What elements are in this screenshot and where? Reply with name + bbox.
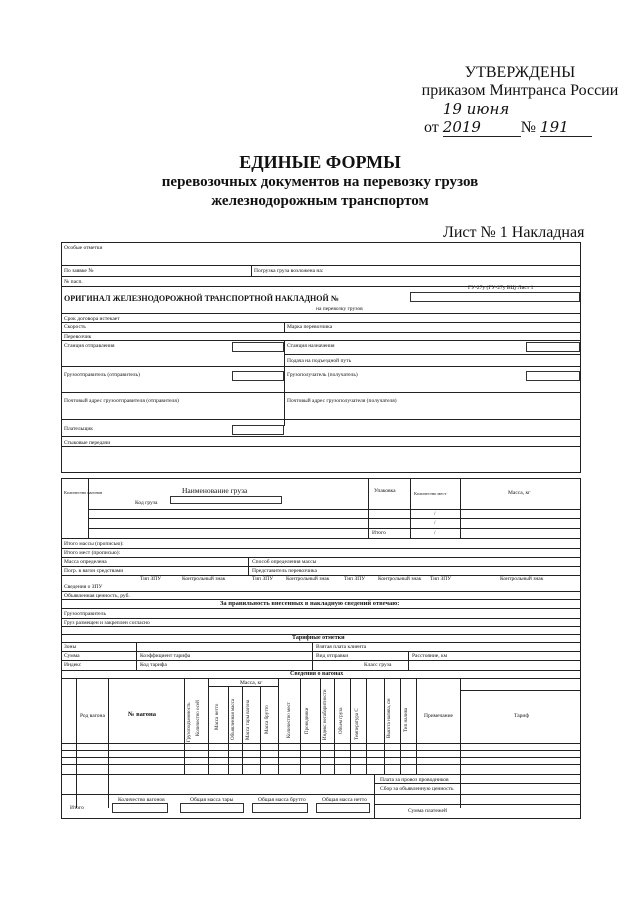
rule bbox=[61, 794, 581, 795]
rule bbox=[61, 548, 581, 549]
zpu-info-label: Сведения о ЗПУ bbox=[64, 584, 103, 590]
total-places-label: Итого мест (прописью): bbox=[64, 550, 121, 556]
col-tare-label: Масса тары вагона bbox=[246, 699, 251, 740]
distance-label: Расстояние, км bbox=[412, 653, 448, 659]
rule bbox=[61, 313, 581, 314]
rule bbox=[61, 538, 581, 539]
table-row bbox=[61, 750, 581, 751]
approval-title: УТВЕРЖДЕНЫ bbox=[464, 64, 576, 81]
rule bbox=[284, 340, 285, 366]
form-code: ГУ-27у (ГУ-27у ВЦ) Лист 1 bbox=[468, 285, 534, 291]
loading-means-label: Погр. в вагон средствами bbox=[64, 568, 124, 574]
col-number-label: № вагона bbox=[128, 711, 156, 718]
mass-determined-label: Масса определена bbox=[64, 559, 107, 565]
sender-address-label: Почтовый адрес грузоотправителя (отправителя) bbox=[64, 398, 179, 404]
dep-station-label: Станция отправления bbox=[64, 343, 115, 349]
page-subtitle-1: перевозочных документов на перевозку грузов bbox=[161, 174, 479, 190]
dispatch-type-label: Вид отправки bbox=[316, 653, 349, 659]
wagons-count-label: Количество вагонов bbox=[64, 490, 103, 495]
slash-1: / bbox=[434, 511, 436, 517]
frame-top bbox=[61, 242, 581, 243]
handwritten-date: 19 июня 2019 bbox=[443, 100, 521, 137]
rule bbox=[61, 660, 581, 661]
col-mass-label: Масса, кг bbox=[240, 680, 263, 686]
rule bbox=[284, 322, 285, 332]
col-count-label: Количество мест bbox=[287, 702, 292, 738]
col-sep bbox=[278, 678, 279, 774]
cargo-class-label: Класс груза bbox=[364, 662, 392, 668]
approval-order: приказом Минтранса России bbox=[421, 82, 619, 99]
rule bbox=[374, 783, 580, 784]
per-transport-label: на перевозку грузов bbox=[316, 306, 363, 312]
cargo-name-label: Наименование груза bbox=[182, 486, 248, 495]
handwritten-number: 191 bbox=[540, 118, 592, 137]
wagons-total-label: Итого bbox=[70, 805, 84, 811]
col-sep bbox=[334, 678, 335, 774]
contract-term-label: Срок договора истекает bbox=[64, 316, 120, 322]
tariff-section-title: Тарифные отметки bbox=[292, 635, 345, 641]
rule bbox=[368, 478, 369, 538]
cargo-code-label: Код груза bbox=[135, 500, 158, 506]
waybill-number-field[interactable] bbox=[410, 292, 580, 302]
rule bbox=[88, 478, 89, 538]
border-label: Стыковые передачи bbox=[64, 440, 111, 446]
total-gross-label: Общая масса брутто bbox=[258, 797, 306, 803]
page-subtitle-2: железнодорожным транспортом bbox=[211, 193, 429, 209]
rule bbox=[136, 642, 137, 670]
total-tare-label: Общая масса тары bbox=[190, 797, 234, 803]
carrier-label: Перевозчик bbox=[64, 334, 92, 340]
rule bbox=[61, 626, 581, 627]
places-count-label: Количество мест bbox=[414, 491, 447, 496]
correctness-label: За правильность внесенных в накладную сведений отвечаю: bbox=[220, 600, 400, 607]
control-sign-label-3: Контрольный знак bbox=[378, 576, 422, 582]
col-sep bbox=[300, 678, 301, 774]
rule bbox=[61, 366, 581, 367]
value-fee-label: Сбор за объявленную ценность bbox=[380, 786, 454, 792]
siding-label: Подача на подъездной путь bbox=[287, 358, 352, 364]
total-written-label: Итого массы (прописью): bbox=[64, 541, 124, 547]
sender-code[interactable] bbox=[232, 371, 284, 381]
table-row bbox=[61, 743, 581, 744]
lower-left bbox=[61, 478, 62, 818]
col-rod-label: Род вагона bbox=[80, 713, 105, 719]
rule bbox=[61, 678, 581, 679]
mass-method-label: Способ определения массы bbox=[252, 559, 317, 565]
sheet-label: Лист № 1 Накладная bbox=[443, 224, 585, 241]
col-sep bbox=[400, 678, 401, 774]
col-capacity-label: Грузоподъемность bbox=[187, 702, 192, 742]
payer-label: Плательщик bbox=[64, 426, 93, 432]
special-marks-label: Особые отметки bbox=[64, 245, 103, 251]
payment-sum-label: Сумма платежей bbox=[408, 808, 447, 814]
rule bbox=[61, 566, 581, 567]
dest-station-label: Станция назначения bbox=[287, 343, 335, 349]
approval-date-row bbox=[420, 100, 620, 137]
col-net-label: Масса нетто bbox=[215, 703, 220, 730]
col-temp-label: Температура С bbox=[355, 708, 360, 740]
control-sign-label-2: Контрольный знак bbox=[286, 576, 330, 582]
sender-sign-label: Грузоотправитель bbox=[64, 611, 107, 617]
passport-label: № пасп. bbox=[64, 279, 83, 285]
col-guides-label: Проводники bbox=[305, 707, 310, 734]
col-tariff-label: Тариф bbox=[514, 713, 529, 719]
dep-station-code[interactable] bbox=[232, 342, 284, 352]
col-sep bbox=[320, 678, 321, 774]
frame-bottom bbox=[61, 818, 581, 819]
by-order-label: По заявке № bbox=[64, 268, 94, 274]
rule bbox=[312, 642, 313, 670]
rule bbox=[88, 518, 580, 519]
escort-fee-label: Плата за провоз проводников bbox=[380, 777, 449, 783]
table-row bbox=[61, 774, 581, 775]
slash-2: / bbox=[434, 520, 436, 526]
rule bbox=[61, 591, 581, 592]
rule bbox=[284, 366, 285, 426]
sum-label: Сумма bbox=[64, 653, 80, 659]
tariff-code-label: Код тарифа bbox=[140, 662, 167, 668]
rule bbox=[61, 419, 581, 420]
sender-label: Грузоотправитель (отправитель) bbox=[64, 372, 140, 378]
total-gross-field[interactable] bbox=[252, 803, 308, 813]
number-prefix: № bbox=[520, 119, 537, 136]
payer-code[interactable] bbox=[232, 425, 284, 435]
col-type-label: Тип налива bbox=[404, 707, 409, 732]
table-row bbox=[61, 764, 581, 765]
wagons-section-title: Сведения о вагонах bbox=[290, 671, 344, 677]
page-title: ЕДИНЫЕ ФОРМЫ bbox=[239, 152, 401, 172]
rule bbox=[61, 651, 581, 652]
carrier-mark-label: Марка перевозчика bbox=[287, 324, 333, 330]
rule bbox=[374, 774, 375, 818]
rule bbox=[284, 354, 581, 355]
original-title: ОРИГИНАЛ ЖЕЛЕЗНОДОРОЖНОЙ ТРАНСПОРТНОЙ НАКЛАДНОЙ № bbox=[64, 294, 339, 303]
rule bbox=[88, 528, 580, 529]
approval-block bbox=[420, 64, 620, 137]
zones-label: Зоны bbox=[64, 644, 77, 650]
col-sep bbox=[184, 678, 185, 774]
col-sep bbox=[242, 686, 243, 774]
col-sep bbox=[416, 678, 417, 774]
rule bbox=[61, 276, 581, 277]
packing-label: Упаковка bbox=[374, 488, 396, 494]
cargo-docs-label: Груз размещен и закреплен согласно bbox=[64, 620, 150, 626]
lower-right bbox=[580, 478, 581, 818]
rule bbox=[460, 478, 461, 538]
cargo-name-field[interactable] bbox=[170, 496, 282, 504]
zpu-type-label-3: Тип ЗПУ bbox=[344, 576, 366, 582]
col-sep bbox=[350, 678, 351, 774]
control-sign-label-1: Контрольный знак bbox=[182, 576, 226, 582]
dest-station-code[interactable] bbox=[526, 342, 580, 352]
col-sep bbox=[228, 686, 229, 774]
zpu-type-label-2: Тип ЗПУ bbox=[252, 576, 274, 582]
rule bbox=[61, 392, 581, 393]
col-sep bbox=[384, 678, 385, 774]
total-net-label: Общая масса нетто bbox=[322, 797, 367, 803]
total-net-field[interactable] bbox=[316, 803, 370, 813]
declared-value-label: Объявленная ценность, руб. bbox=[64, 593, 130, 599]
slash-3: / bbox=[434, 530, 436, 536]
rule bbox=[61, 618, 581, 619]
rep-carrier-label: Представитель перевозчика bbox=[252, 568, 317, 574]
control-sign-label-4: Контрольный знак bbox=[500, 576, 544, 582]
rule bbox=[61, 436, 581, 437]
rule bbox=[61, 557, 581, 558]
total-tare-field[interactable] bbox=[180, 803, 244, 813]
col-gross-label: Масса брутто bbox=[265, 705, 270, 734]
rule bbox=[61, 340, 581, 341]
rule bbox=[208, 686, 278, 687]
rule bbox=[251, 265, 252, 276]
col-declared-label: Объявленная масса bbox=[231, 698, 236, 740]
rule bbox=[61, 446, 581, 447]
col-sep bbox=[260, 686, 261, 774]
zpu-type-label-1: Тип ЗПУ bbox=[140, 576, 162, 582]
col-sep bbox=[208, 678, 209, 774]
total-wagons-field[interactable] bbox=[112, 803, 168, 813]
rule bbox=[374, 804, 580, 805]
rule bbox=[61, 322, 581, 323]
receiver-address-label: Почтовый адрес грузополучателя (получателя) bbox=[287, 398, 397, 404]
col-height-label: Высота налива, см bbox=[387, 698, 392, 738]
table-row bbox=[61, 757, 581, 758]
zpu-type-label-4: Тип ЗПУ bbox=[430, 576, 452, 582]
col-sep bbox=[366, 678, 367, 774]
cargo-total-label: Итого bbox=[372, 530, 386, 536]
rule bbox=[460, 690, 580, 691]
amount-label: Количество вагонов bbox=[118, 797, 165, 803]
rule bbox=[61, 642, 581, 643]
date-prefix: от bbox=[424, 119, 439, 136]
rule bbox=[61, 265, 581, 266]
mass-label: Масса, кг bbox=[508, 490, 531, 496]
col-note-label: Примечание bbox=[424, 713, 453, 719]
col-index-label: Индекс негабаритности bbox=[323, 689, 328, 740]
loading-label: Погрузка груза возложена на: bbox=[254, 268, 324, 274]
receiver-code[interactable] bbox=[526, 371, 580, 381]
cargo-top bbox=[61, 478, 581, 479]
rule bbox=[61, 332, 581, 333]
speed-label: Скорость bbox=[64, 324, 86, 330]
rule bbox=[88, 509, 580, 510]
col-volume-label: Объем груза bbox=[339, 707, 344, 734]
receiver-label: Грузополучатель (получатель) bbox=[287, 372, 358, 378]
coefficient-label: Коэффициент тарифа bbox=[140, 653, 191, 659]
sender-weight-label: Взятая плата клиента bbox=[316, 644, 367, 650]
rule bbox=[61, 608, 581, 609]
col-axles-label: Количество осей bbox=[196, 700, 201, 736]
index-label: Индекс bbox=[64, 662, 82, 668]
rule bbox=[410, 478, 411, 538]
rule bbox=[61, 472, 581, 473]
